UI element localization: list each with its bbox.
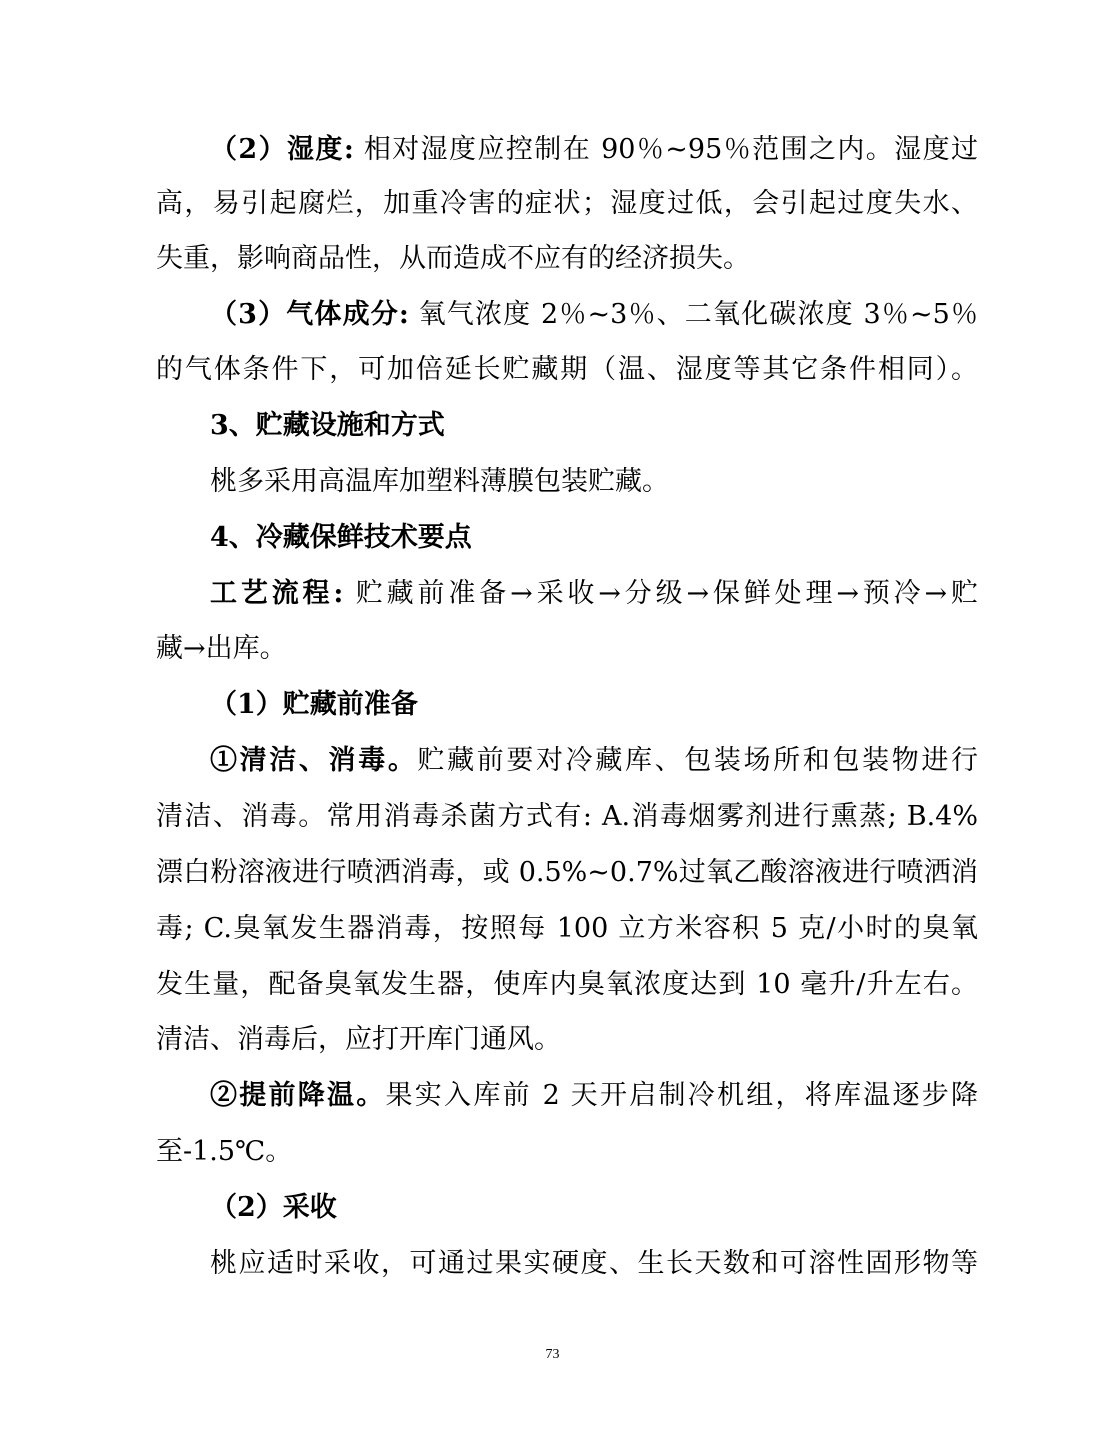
precool-heading: ②提前降温。 [210, 1080, 386, 1111]
paragraph-humidity-line-1: （2）湿度: 相对湿度应控制在 90％~95％范围之内。湿度过 [210, 134, 978, 165]
humidity-heading: （2）湿度: [210, 134, 354, 165]
paragraph-process-line-1: 工艺流程: 贮藏前准备→采收→分级→保鲜处理→预冷→贮 [210, 578, 979, 609]
paragraph-process-line-2: 藏→出库。 [156, 633, 287, 664]
paragraph-precool-line-1: ②提前降温。果实入库前 2 天开启制冷机组，将库温逐步降 [210, 1080, 979, 1111]
cleaning-heading: ①清洁、消毒。 [210, 745, 418, 776]
subsection-heading-2: （2）采收 [210, 1192, 337, 1223]
paragraph-precool-line-2: 至-1.5℃。 [156, 1136, 293, 1167]
paragraph-cleaning-line-5: 发生量，配备臭氧发生器，使库内臭氧浓度达到 10 毫升/升左右。 [156, 969, 978, 1000]
paragraph-humidity-line-2: 高，易引起腐烂，加重冷害的症状；湿度过低，会引起过度失水、 [156, 188, 978, 219]
process-heading: 工艺流程: [210, 578, 344, 609]
paragraph-harvest-line-1: 桃应适时采收，可通过果实硬度、生长天数和可溶性固形物等 [210, 1248, 978, 1279]
paragraph-gas-line-2: 的气体条件下，可加倍延长贮藏期（温、湿度等其它条件相同）。 [156, 354, 978, 385]
gas-heading: （3）气体成分: [210, 299, 409, 330]
paragraph-gas-line-1: （3）气体成分: 氧气浓度 2％~3％、二氧化碳浓度 3％~5％ [210, 299, 978, 330]
paragraph-cleaning-line-3: 漂白粉溶液进行喷洒消毒，或 0.5%~0.7%过氧乙酸溶液进行喷洒消 [156, 857, 978, 888]
paragraph-cleaning-line-6: 清洁、消毒后，应打开库门通风。 [156, 1024, 561, 1055]
subsection-heading-1: （1）贮藏前准备 [210, 689, 418, 720]
paragraph-storage-facility: 桃多采用高温库加塑料薄膜包装贮藏。 [210, 466, 669, 497]
section-heading-3: 3、贮藏设施和方式 [210, 410, 445, 441]
section-heading-4: 4、冷藏保鲜技术要点 [210, 522, 472, 553]
page-number: 73 [545, 1347, 560, 1362]
paragraph-cleaning-line-2: 清洁、消毒。常用消毒杀菌方式有: A.消毒烟雾剂进行熏蒸; B.4% [156, 801, 978, 832]
paragraph-humidity-line-3: 失重，影响商品性，从而造成不应有的经济损失。 [156, 243, 750, 274]
paragraph-cleaning-line-4: 毒; C.臭氧发生器消毒，按照每 100 立方米容积 5 克/小时的臭氧 [156, 913, 978, 944]
paragraph-cleaning-line-1: ①清洁、消毒。贮藏前要对冷藏库、包装场所和包装物进行 [210, 745, 979, 776]
